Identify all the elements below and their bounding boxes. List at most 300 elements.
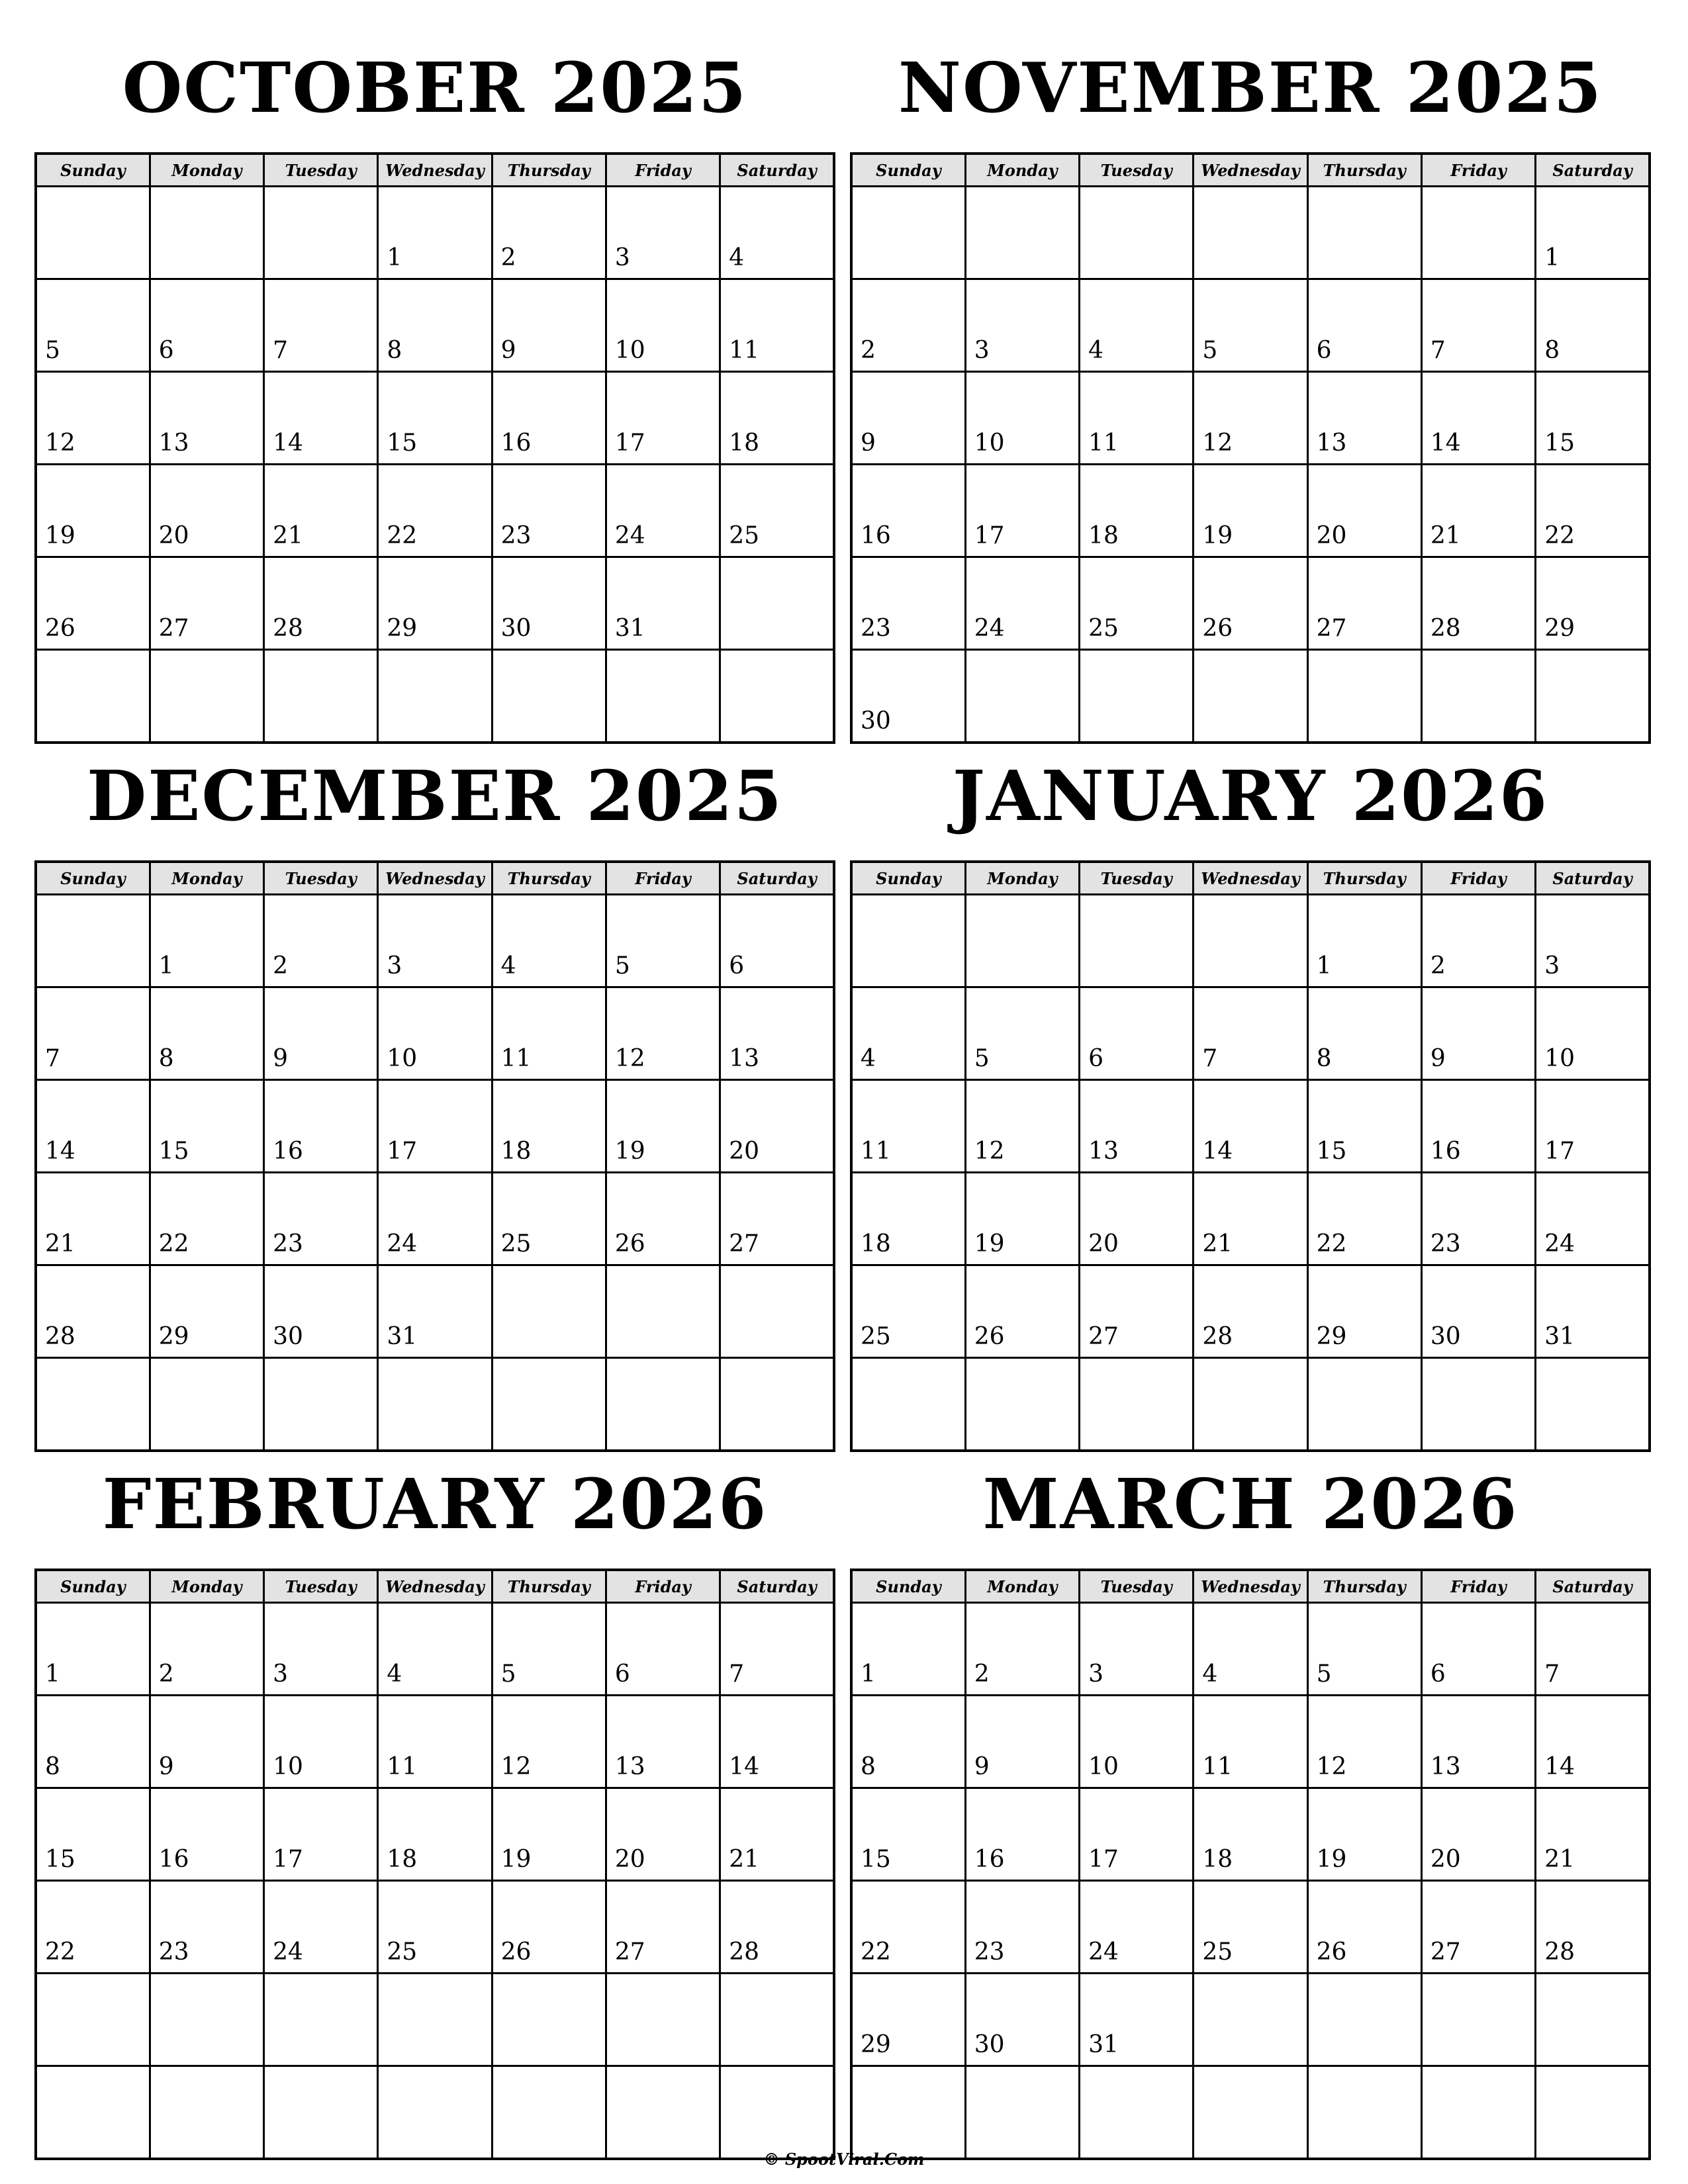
day-number: 6	[158, 337, 174, 364]
day-cell	[264, 1696, 378, 1788]
day-number: 5	[500, 1661, 516, 1688]
day-number: 27	[1088, 1323, 1119, 1350]
day-cell	[1536, 1881, 1650, 1974]
day-number: 12	[614, 1045, 645, 1072]
week-row	[851, 557, 1650, 650]
day-number	[1536, 733, 1648, 741]
day-number	[379, 1441, 491, 1449]
day-cell	[1421, 1173, 1535, 1265]
weekday-header: Sunday	[36, 154, 150, 187]
day-number	[37, 1441, 149, 1449]
day-number: 1	[158, 952, 174, 979]
day-cell	[492, 279, 606, 372]
day-cell	[1307, 2066, 1421, 2160]
day-cell	[1307, 1696, 1421, 1788]
day-cell	[1536, 187, 1650, 279]
day-number: 13	[729, 1045, 759, 1072]
day-cell	[150, 187, 263, 279]
day-cell	[720, 895, 834, 987]
month-title: MARCH 2026	[982, 1463, 1519, 1545]
day-cell	[36, 1974, 150, 2066]
day-number: 29	[1544, 615, 1575, 642]
day-cell	[1080, 279, 1194, 372]
day-number	[1080, 978, 1192, 986]
day-cell	[965, 557, 1079, 650]
day-cell	[1194, 187, 1307, 279]
day-number: 15	[387, 430, 418, 457]
day-cell	[1421, 279, 1535, 372]
day-number: 25	[1202, 1938, 1233, 1966]
day-cell	[1536, 895, 1650, 987]
day-cell	[1194, 1788, 1307, 1881]
day-number: 23	[500, 522, 532, 549]
week-row	[36, 187, 834, 279]
day-cell	[1536, 1173, 1650, 1265]
weekday-header: Sunday	[36, 1570, 150, 1603]
day-cell	[1421, 1358, 1535, 1451]
day-number: 11	[1088, 430, 1119, 457]
day-cell	[965, 1881, 1079, 1974]
day-number: 9	[861, 430, 876, 457]
day-cell	[1307, 1603, 1421, 1696]
day-number: 22	[1544, 522, 1575, 549]
day-cell	[720, 1881, 834, 1974]
day-number: 17	[974, 522, 1005, 549]
day-cell	[851, 1974, 965, 2066]
weekday-header: Monday	[150, 154, 263, 187]
day-number	[493, 1441, 605, 1449]
day-cell	[1421, 372, 1535, 465]
day-number: 30	[861, 707, 891, 735]
week-row	[36, 557, 834, 650]
day-number: 27	[614, 1938, 645, 1966]
day-number	[151, 1441, 263, 1449]
day-number: 20	[729, 1138, 759, 1165]
day-number: 28	[273, 615, 303, 642]
day-cell	[606, 1788, 720, 1881]
day-cell	[264, 987, 378, 1080]
weekday-header: Saturday	[720, 1570, 834, 1603]
day-number: 8	[158, 1045, 174, 1072]
day-cell	[965, 1696, 1079, 1788]
week-row	[851, 1173, 1650, 1265]
day-cell	[492, 1173, 606, 1265]
day-number: 30	[500, 615, 532, 642]
footer-credit: © SpootViral.Com	[763, 2150, 925, 2169]
day-number: 24	[273, 1938, 303, 1966]
day-number	[1423, 2057, 1534, 2065]
day-cell	[36, 1696, 150, 1788]
day-number: 24	[387, 1230, 418, 1257]
weekday-header: Wednesday	[378, 1570, 492, 1603]
day-cell	[1421, 1974, 1535, 2066]
day-number: 2	[158, 1661, 174, 1688]
day-number: 21	[1544, 1846, 1575, 1873]
week-row	[851, 187, 1650, 279]
day-number: 29	[158, 1323, 189, 1350]
day-number: 17	[1088, 1846, 1119, 1873]
week-row	[36, 1358, 834, 1451]
weekday-header: Friday	[606, 1570, 720, 1603]
week-row	[851, 987, 1650, 1080]
day-number: 7	[273, 337, 288, 364]
month-grid	[34, 860, 835, 1452]
weekday-header-row	[851, 154, 1650, 187]
day-number: 15	[1544, 430, 1575, 457]
day-cell	[606, 895, 720, 987]
weekday-header: Wednesday	[1194, 1570, 1307, 1603]
day-cell	[1307, 187, 1421, 279]
day-number: 26	[1202, 615, 1233, 642]
day-cell	[492, 1080, 606, 1173]
weekday-header: Sunday	[851, 154, 965, 187]
day-number: 21	[273, 522, 303, 549]
day-cell	[606, 372, 720, 465]
day-number: 29	[861, 2031, 891, 2058]
day-number: 25	[729, 522, 759, 549]
weekday-header: Thursday	[1307, 154, 1421, 187]
day-cell	[606, 187, 720, 279]
day-cell	[965, 1358, 1079, 1451]
day-cell	[1536, 557, 1650, 650]
day-number	[1309, 2057, 1421, 2065]
day-number	[1536, 1441, 1648, 1449]
day-cell	[36, 987, 150, 1080]
day-cell	[492, 895, 606, 987]
week-row	[851, 1265, 1650, 1358]
day-number: 30	[1430, 1323, 1461, 1350]
day-number: 10	[387, 1045, 418, 1072]
day-cell	[851, 557, 965, 650]
day-cell	[965, 1080, 1079, 1173]
day-cell	[150, 1696, 263, 1788]
day-number	[721, 2057, 833, 2065]
day-number	[37, 978, 149, 986]
day-cell	[36, 279, 150, 372]
day-cell	[1421, 650, 1535, 743]
day-cell	[606, 1358, 720, 1451]
day-number: 13	[158, 430, 189, 457]
day-cell	[492, 1265, 606, 1358]
day-cell	[965, 2066, 1079, 2160]
day-number: 7	[45, 1045, 60, 1072]
day-number: 4	[387, 1661, 402, 1688]
day-cell	[1194, 1881, 1307, 1974]
day-number: 1	[1316, 952, 1332, 979]
day-cell	[1536, 1080, 1650, 1173]
day-cell	[36, 187, 150, 279]
day-cell	[1080, 372, 1194, 465]
weekday-header: Saturday	[1536, 862, 1650, 895]
day-cell	[150, 1881, 263, 1974]
day-number: 28	[1544, 1938, 1575, 1966]
day-number: 9	[273, 1045, 288, 1072]
weekday-header: Thursday	[1307, 1570, 1421, 1603]
day-number: 6	[614, 1661, 630, 1688]
day-number: 18	[500, 1138, 532, 1165]
day-cell	[150, 372, 263, 465]
week-row	[36, 1603, 834, 1696]
weekday-header: Saturday	[1536, 1570, 1650, 1603]
day-number: 25	[387, 1938, 418, 1966]
week-row	[851, 650, 1650, 743]
day-number: 1	[861, 1661, 876, 1688]
week-row	[851, 1080, 1650, 1173]
day-number: 16	[1430, 1138, 1461, 1165]
day-number	[853, 270, 964, 278]
day-number: 26	[614, 1230, 645, 1257]
day-cell	[965, 187, 1079, 279]
day-cell	[1080, 1603, 1194, 1696]
day-number: 18	[861, 1230, 891, 1257]
day-cell	[378, 1358, 492, 1451]
day-number: 23	[158, 1938, 189, 1966]
month-title: OCTOBER 2025	[122, 47, 748, 128]
day-number: 2	[500, 244, 516, 271]
day-cell	[851, 1265, 965, 1358]
day-cell	[1307, 895, 1421, 987]
weekday-header: Tuesday	[264, 1570, 378, 1603]
day-cell	[378, 987, 492, 1080]
day-number: 19	[1316, 1846, 1347, 1873]
day-cell	[1536, 987, 1650, 1080]
day-number: 18	[1088, 522, 1119, 549]
day-number: 7	[1430, 337, 1446, 364]
day-number	[607, 2057, 719, 2065]
day-cell	[36, 557, 150, 650]
day-number: 5	[614, 952, 630, 979]
day-cell	[720, 279, 834, 372]
week-row	[36, 1788, 834, 1881]
day-number: 26	[974, 1323, 1005, 1350]
day-cell	[1194, 987, 1307, 1080]
day-cell	[1307, 1788, 1421, 1881]
day-cell	[150, 650, 263, 743]
day-number: 24	[1088, 1938, 1119, 1966]
day-number	[493, 2057, 605, 2065]
day-number: 14	[45, 1138, 75, 1165]
day-cell	[720, 2066, 834, 2160]
day-cell	[720, 650, 834, 743]
day-cell	[264, 1974, 378, 2066]
day-number: 6	[1088, 1045, 1103, 1072]
day-number: 3	[273, 1661, 288, 1688]
day-cell	[1536, 1696, 1650, 1788]
weekday-header-row	[36, 862, 834, 895]
day-cell	[1536, 1974, 1650, 2066]
weekday-header: Sunday	[36, 862, 150, 895]
day-number: 27	[1316, 615, 1347, 642]
day-number: 28	[729, 1938, 759, 1966]
weekday-header: Friday	[1421, 862, 1535, 895]
day-cell	[378, 1974, 492, 2066]
weekday-header: Sunday	[851, 1570, 965, 1603]
day-cell	[36, 1788, 150, 1881]
day-cell	[1307, 1358, 1421, 1451]
day-number: 19	[45, 522, 75, 549]
day-number	[493, 1349, 605, 1357]
day-cell	[851, 1080, 965, 1173]
day-cell	[378, 1173, 492, 1265]
day-number	[1194, 978, 1306, 986]
day-cell	[1194, 1603, 1307, 1696]
day-cell	[378, 1788, 492, 1881]
day-cell	[378, 557, 492, 650]
day-cell	[36, 895, 150, 987]
day-number	[966, 733, 1078, 741]
day-cell	[264, 2066, 378, 2160]
day-number: 9	[158, 1753, 174, 1780]
day-number: 20	[1430, 1846, 1461, 1873]
day-cell	[378, 1603, 492, 1696]
day-number: 7	[1544, 1661, 1560, 1688]
day-cell	[1194, 1173, 1307, 1265]
day-cell	[264, 650, 378, 743]
day-number	[853, 1441, 964, 1449]
day-number	[379, 2057, 491, 2065]
day-cell	[492, 465, 606, 557]
day-number: 3	[614, 244, 630, 271]
day-number: 28	[1430, 615, 1461, 642]
day-number: 3	[1088, 1661, 1103, 1688]
day-number: 11	[1202, 1753, 1233, 1780]
month-grid	[850, 1569, 1651, 2160]
day-number: 25	[1088, 615, 1119, 642]
day-number: 19	[974, 1230, 1005, 1257]
day-cell	[264, 1603, 378, 1696]
day-number: 6	[1316, 337, 1332, 364]
day-cell	[1194, 2066, 1307, 2160]
day-number: 1	[1544, 244, 1560, 271]
weekday-header: Thursday	[1307, 862, 1421, 895]
week-row	[36, 2066, 834, 2160]
day-cell	[720, 1358, 834, 1451]
week-row	[36, 1881, 834, 1974]
day-number: 1	[45, 1661, 60, 1688]
day-cell	[150, 1080, 263, 1173]
day-number	[265, 2057, 377, 2065]
day-cell	[378, 2066, 492, 2160]
day-cell	[492, 650, 606, 743]
day-cell	[1536, 372, 1650, 465]
day-number	[966, 270, 1078, 278]
day-number: 9	[1430, 1045, 1446, 1072]
day-cell	[851, 279, 965, 372]
day-number: 27	[729, 1230, 759, 1257]
weekday-header: Tuesday	[264, 154, 378, 187]
day-cell	[492, 1603, 606, 1696]
weekday-header: Monday	[150, 1570, 263, 1603]
day-cell	[606, 1265, 720, 1358]
day-cell	[720, 372, 834, 465]
day-cell	[1080, 2066, 1194, 2160]
day-number: 25	[500, 1230, 532, 1257]
day-number: 4	[1202, 1661, 1218, 1688]
day-number: 18	[729, 430, 759, 457]
day-cell	[1194, 1696, 1307, 1788]
week-row	[36, 372, 834, 465]
day-number	[721, 1441, 833, 1449]
day-number: 4	[729, 244, 745, 271]
day-cell	[851, 2066, 965, 2160]
weekday-header-row	[36, 1570, 834, 1603]
day-cell	[378, 1881, 492, 1974]
day-cell	[264, 557, 378, 650]
day-cell	[264, 895, 378, 987]
day-number: 20	[1316, 522, 1347, 549]
day-cell	[1080, 557, 1194, 650]
week-row	[851, 1696, 1650, 1788]
day-cell	[965, 372, 1079, 465]
day-number: 31	[387, 1323, 418, 1350]
day-number: 17	[614, 430, 645, 457]
day-cell	[1080, 650, 1194, 743]
day-cell	[965, 1603, 1079, 1696]
day-cell	[851, 1173, 965, 1265]
day-cell	[720, 1080, 834, 1173]
day-number: 8	[1544, 337, 1560, 364]
day-cell	[264, 465, 378, 557]
day-number	[1536, 2057, 1648, 2065]
day-cell	[36, 1603, 150, 1696]
day-number: 5	[974, 1045, 990, 1072]
day-cell	[492, 987, 606, 1080]
day-cell	[851, 187, 965, 279]
day-number: 15	[861, 1846, 891, 1873]
day-number: 11	[729, 337, 759, 364]
day-number: 8	[1316, 1045, 1332, 1072]
day-number: 15	[158, 1138, 189, 1165]
day-number: 18	[1202, 1846, 1233, 1873]
day-cell	[1080, 987, 1194, 1080]
day-number: 13	[614, 1753, 645, 1780]
month-title: JANUARY 2026	[952, 755, 1549, 837]
day-number: 4	[500, 952, 516, 979]
day-cell	[606, 1881, 720, 1974]
day-cell	[606, 987, 720, 1080]
day-cell	[1421, 895, 1535, 987]
day-number: 11	[500, 1045, 532, 1072]
day-number: 2	[273, 952, 288, 979]
day-cell	[378, 187, 492, 279]
day-number: 21	[1430, 522, 1461, 549]
day-cell	[606, 465, 720, 557]
day-number	[1080, 733, 1192, 741]
day-number	[607, 1441, 719, 1449]
week-row	[851, 279, 1650, 372]
day-cell	[1307, 1173, 1421, 1265]
day-number: 28	[1202, 1323, 1233, 1350]
day-number	[37, 733, 149, 741]
day-cell	[150, 1603, 263, 1696]
day-cell	[1307, 372, 1421, 465]
day-cell	[851, 987, 965, 1080]
day-cell	[1536, 1265, 1650, 1358]
day-number: 8	[387, 337, 402, 364]
day-cell	[36, 1173, 150, 1265]
week-row	[851, 1881, 1650, 1974]
day-number: 12	[1316, 1753, 1347, 1780]
day-cell	[606, 1173, 720, 1265]
day-cell	[1307, 557, 1421, 650]
day-cell	[1421, 987, 1535, 1080]
day-cell	[1307, 987, 1421, 1080]
weekday-header: Wednesday	[378, 154, 492, 187]
day-cell	[1307, 1265, 1421, 1358]
month-title: DECEMBER 2025	[87, 755, 783, 837]
day-number: 2	[1430, 952, 1446, 979]
day-number	[1423, 733, 1534, 741]
